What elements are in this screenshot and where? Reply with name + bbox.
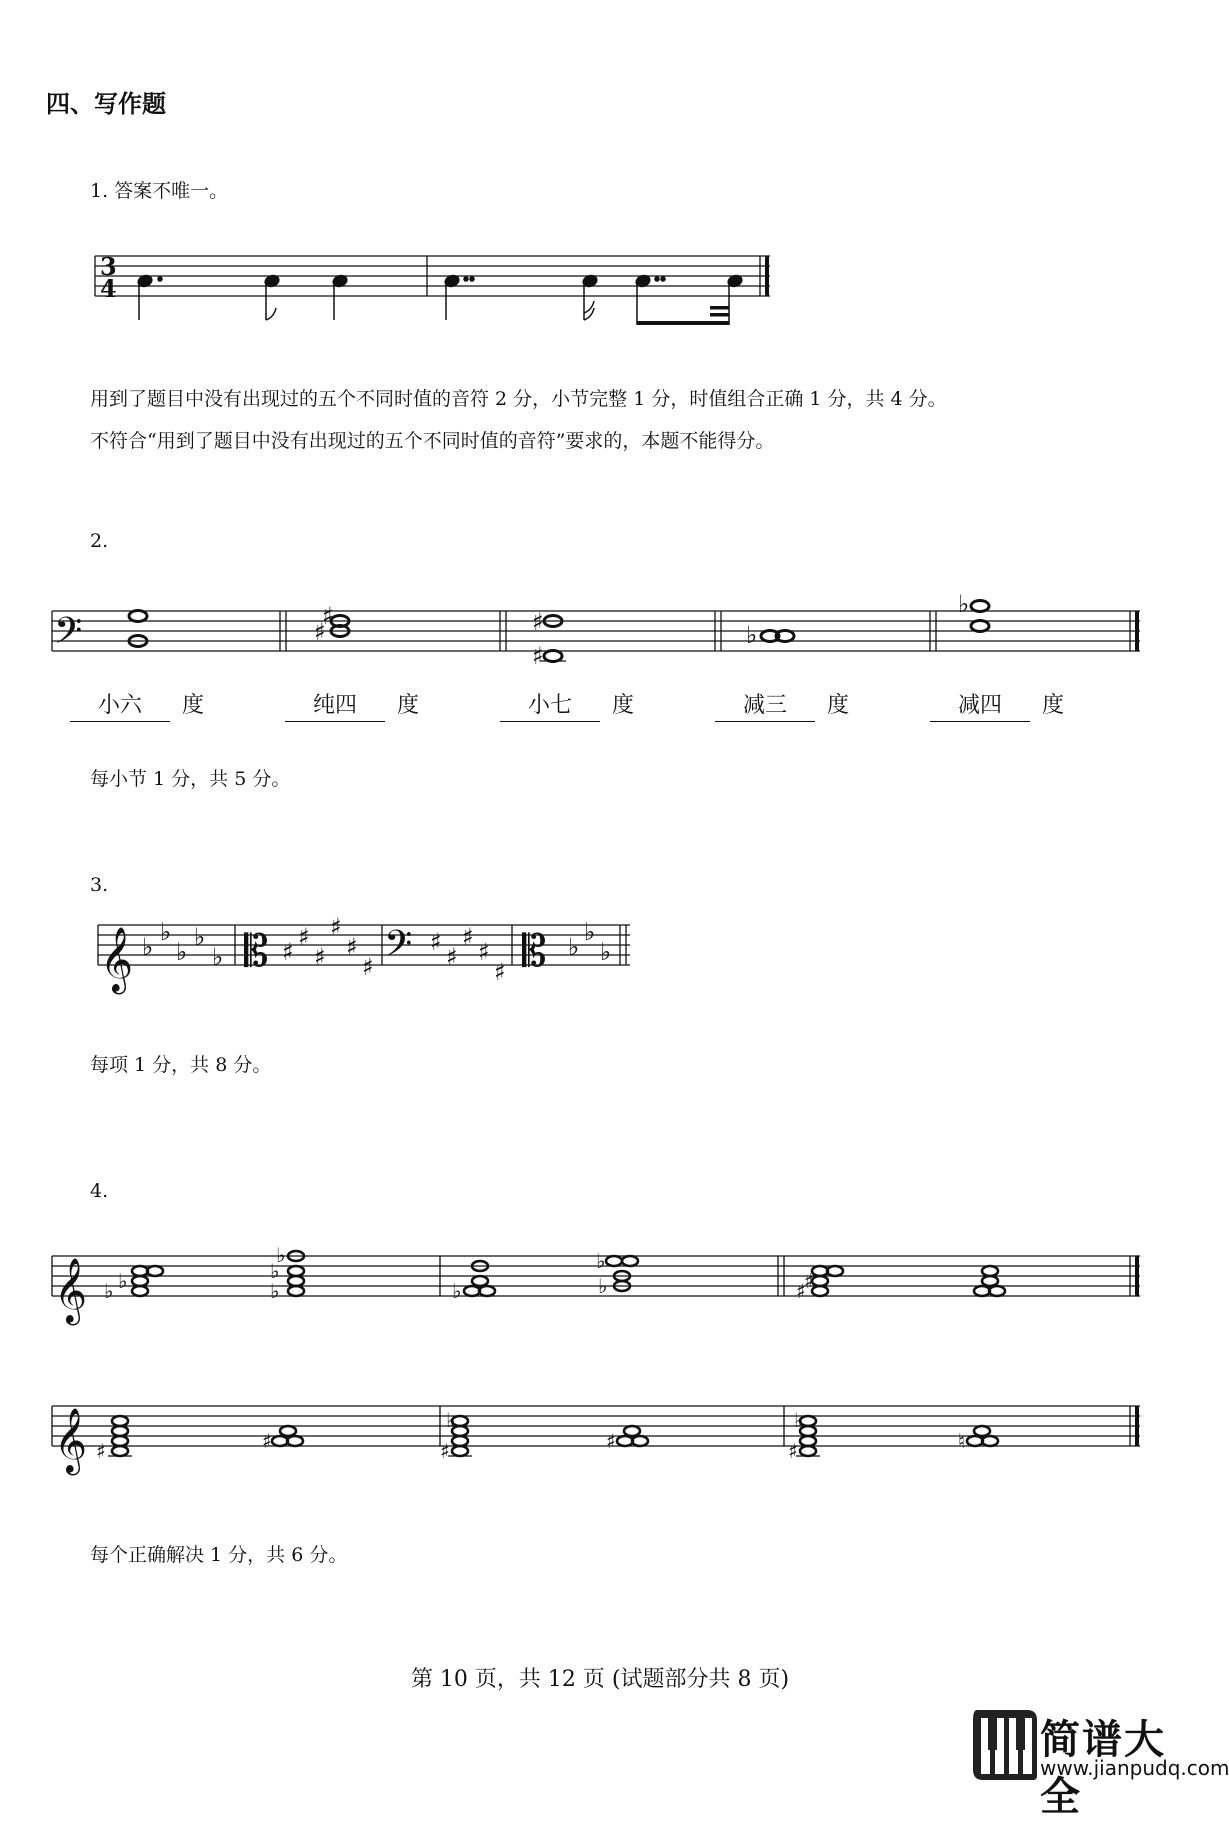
q2-answer-unit: 度 [1042, 693, 1065, 718]
q3-flat-icon: ♭ [212, 943, 224, 971]
q3-note: 每项 1 分，共 8 分。 [90, 1054, 272, 1076]
q3-sharp-icon: ♯ [430, 928, 442, 956]
q3-sharp-icon: ♯ [462, 923, 474, 951]
q2-bass-clef-icon: 𝄢 [54, 610, 83, 661]
q2-answer-unit: 度 [182, 693, 205, 718]
q4-flat-icon: ♭ [598, 1274, 608, 1298]
q3-flat-icon: ♭ [584, 918, 596, 946]
q4-flat-icon: ♭ [794, 1408, 804, 1432]
q3-treble-clef-icon: 𝄞 [100, 927, 134, 992]
q3-sharp-icon: ♯ [330, 913, 342, 941]
q4-flat-icon: ♭ [276, 1243, 286, 1267]
q3-flat-icon: ♭ [176, 938, 188, 966]
page-footer: 第 10 页，共 12 页 (试题部分共 8 页) [410, 1667, 790, 1692]
q4-natural-icon: ♮ [958, 1429, 966, 1453]
q3-alto-clef-icon: 𝄡 [522, 926, 547, 977]
q2-answer-5 [930, 688, 1064, 722]
q2-answer-value: 小六 [70, 688, 170, 722]
q2-answer-unit: 度 [612, 693, 635, 718]
q2-answer-value: 减四 [930, 688, 1030, 722]
time-sig-top: 3 [100, 252, 117, 281]
q3-alto-clef-icon: 𝄡 [244, 926, 269, 977]
q3-flat-icon: ♭ [194, 923, 206, 951]
q2-sharp-icon: ♯ [532, 608, 544, 636]
q4-flat-icon: ♭ [596, 1249, 606, 1273]
q4-sharp-icon: ♯ [796, 1279, 806, 1303]
q4-treble-clef-icon: 𝄞 [54, 1408, 88, 1473]
q4-treble-clef-icon: 𝄞 [54, 1258, 88, 1323]
q3-flat-icon: ♭ [160, 918, 172, 946]
q3-number: 3. [90, 874, 109, 896]
q3-sharp-icon: ♯ [314, 943, 326, 971]
q2-sharp-icon: ♯ [314, 618, 326, 646]
q3-flat-icon: ♭ [142, 933, 154, 961]
q4-flat-icon: ♭ [118, 1269, 128, 1293]
q1-note-2: 不符合“用到了题目中没有出现过的五个不同时值的音符”要求的，本题不能得分。 [90, 430, 775, 452]
q2-answer-1 [70, 688, 204, 722]
q3-sharp-icon: ♯ [494, 958, 506, 986]
time-sig-bottom: 4 [100, 274, 117, 303]
q4-flat-icon: ♭ [446, 1408, 456, 1432]
q4-sharp-icon: ♯ [804, 1269, 814, 1293]
q4-sharp-icon: ♯ [606, 1429, 616, 1453]
q2-flat-icon: ♭ [958, 590, 970, 618]
q3-flat-icon: ♭ [568, 933, 580, 961]
q4-sharp-icon: ♯ [440, 1439, 450, 1463]
q4-sharp-icon: ♯ [262, 1429, 272, 1453]
q2-sharp-icon: ♯ [532, 642, 544, 670]
q3-sharp-icon: ♯ [362, 953, 374, 981]
q4-sharp-icon: ♯ [788, 1439, 798, 1463]
q3-sharp-icon: ♯ [446, 943, 458, 971]
q2-sharp-icon: ♯ [322, 602, 334, 630]
q4-note: 每个正确解决 1 分，共 6 分。 [90, 1544, 348, 1566]
q4-sharp-icon: ♯ [96, 1439, 106, 1463]
q3-bass-clef-icon: 𝄢 [384, 923, 413, 974]
q3-sharp-icon: ♯ [346, 933, 358, 961]
q2-answer-value: 小七 [500, 688, 600, 722]
q4-number: 4. [90, 1180, 109, 1202]
q2-answer-4 [715, 688, 849, 722]
q2-answer-value: 减三 [715, 688, 815, 722]
q1-note-1: 用到了题目中没有出现过的五个不同时值的音符 2 分，小节完整 1 分，时值组合正确 1 分，共 4 分。 [90, 388, 947, 410]
q4-flat-icon: ♭ [452, 1279, 462, 1303]
q3-sharp-icon: ♯ [282, 938, 294, 966]
q2-flat-icon: ♭ [746, 621, 758, 649]
q4-flat-icon: ♭ [270, 1259, 280, 1283]
section-title: 四、写作题 [46, 90, 166, 118]
q2-answer-unit: 度 [397, 693, 420, 718]
q2-answer-unit: 度 [827, 693, 850, 718]
q3-sharp-icon: ♯ [478, 938, 490, 966]
q3-flat-icon: ♭ [600, 938, 612, 966]
q2-note: 每小节 1 分，共 5 分。 [90, 768, 291, 790]
logo-url: www.jianpudq.com [1040, 1756, 1229, 1780]
q2-answer-2 [285, 688, 419, 722]
q2-answer-value: 纯四 [285, 688, 385, 722]
q4-flat-icon: ♭ [270, 1279, 280, 1303]
logo-title: 简谱大全 [1040, 1717, 1166, 1820]
q3-sharp-icon: ♯ [298, 923, 310, 951]
q4-flat-icon: ♭ [104, 1279, 114, 1303]
q2-answer-3 [500, 688, 634, 722]
q1-number: 1. 答案不唯一。 [90, 180, 229, 202]
q2-number: 2. [90, 530, 109, 552]
